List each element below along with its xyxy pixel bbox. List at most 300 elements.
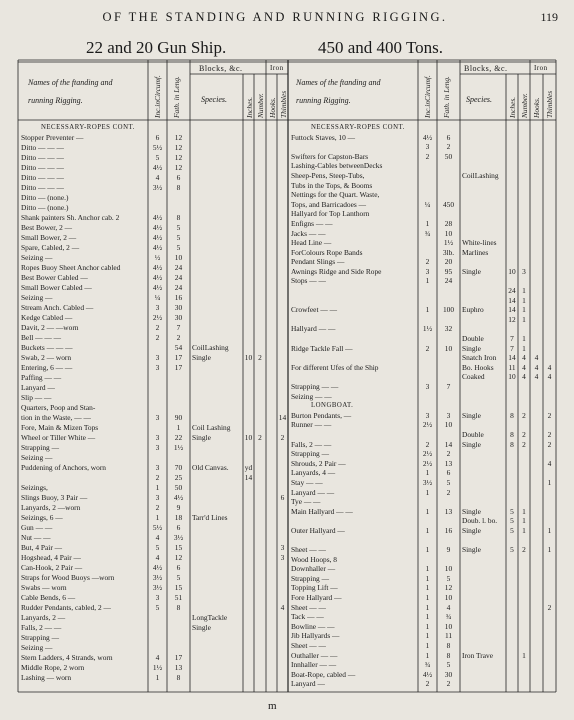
iron-header-right: Iron — [534, 64, 548, 72]
row-name: Seizing — — [21, 644, 53, 652]
row-name: Straps for Wood Buoys —worn — [21, 574, 115, 582]
number-header-right: Number. — [520, 93, 529, 118]
row-circumference: 4 — [155, 533, 160, 542]
row-fathoms: 8 — [446, 650, 451, 660]
row-name: Lanyard — — — [291, 488, 335, 497]
row-name: Puddening of Anchors, worn — [21, 464, 106, 472]
row-fathoms: 17 — [174, 353, 183, 362]
row-circumference: 3½ — [152, 583, 163, 592]
circumf-header-right: Inc.inCircumf. — [423, 75, 432, 118]
names-header-line1: Names of the ftanding and — [28, 78, 113, 87]
row-fathoms: 10 — [444, 564, 453, 574]
row-circumference: 5 — [155, 153, 160, 162]
row-thimbles: 1 — [547, 525, 552, 535]
row-name: Futtock Staves, 10 — — [291, 133, 356, 142]
row-name: Ditto — — — — [21, 154, 64, 162]
row-circumference: 2 — [425, 679, 430, 689]
row-fathoms: 100 — [442, 305, 455, 315]
row-species: Old Canvas. — [192, 464, 229, 472]
row-number: 1 — [522, 343, 526, 353]
row-fathoms: 12 — [174, 553, 183, 562]
row-name: Lanyards, 2 — — [21, 614, 66, 622]
row-name: Boat-Rope, cabled — — [291, 670, 356, 679]
row-circumference: 3 — [155, 353, 160, 362]
row-inches: 7 — [510, 343, 514, 353]
row-inches: 14 — [508, 295, 516, 305]
number-header: Number. — [256, 93, 265, 118]
row-name: Awnings Ridge and Side Rope — [291, 267, 382, 276]
row-name: Gun — — — [21, 524, 53, 532]
row-circumference: 1 — [425, 468, 430, 478]
row-circumference: 4½ — [152, 243, 163, 252]
row-number: 3 — [522, 266, 526, 276]
row-fathoms: 2 — [176, 333, 181, 342]
row-fathoms: 50 — [174, 483, 183, 492]
row-circumference: 1 — [425, 612, 430, 622]
row-name: Ditto — (none.) — [21, 204, 69, 212]
row-name: Topping Lift — — [291, 584, 338, 593]
row-inches: 24 — [508, 286, 516, 296]
row-species: Single — [462, 546, 481, 555]
thimbles-header-right: Thimbles — [545, 90, 554, 118]
row-circumference: 3 — [155, 363, 160, 372]
row-circumference: ¾ — [424, 660, 431, 670]
row-name: Seizing — — [21, 294, 53, 302]
row-number: 1 — [522, 305, 526, 315]
row-name: Buckets — — — — [21, 344, 73, 352]
row-species: Coaked — [462, 373, 485, 382]
row-name: Middle Rope, 2 worn — [21, 664, 85, 672]
row-name: Ropes Buoy Sheet Anchor cabled — [21, 264, 121, 272]
row-name: Sheet — — — [291, 546, 326, 555]
row-circumference: 1 — [425, 276, 430, 286]
row-name: Fore, Main & Mizen Tops — [21, 424, 99, 432]
hooks-header: Hooks. — [268, 97, 277, 118]
row-fathoms: 24 — [174, 263, 183, 272]
row-fathoms: 15 — [174, 543, 183, 552]
row-circumference: 3 — [155, 443, 160, 452]
row-name: Strapping — — — [291, 383, 339, 392]
row-fathoms: 6 — [446, 468, 451, 478]
row-name: Sheet — — — [291, 603, 326, 612]
row-hooks: 4 — [534, 362, 539, 372]
row-circumference: 6 — [155, 133, 160, 142]
names-header-line2-right: running Rigging. — [296, 96, 351, 105]
row-species: Single — [192, 434, 211, 442]
row-fathoms: 51 — [174, 593, 183, 602]
row-number: 2 — [522, 429, 526, 439]
row-name: Paffing — — — [21, 374, 62, 382]
row-fathoms: 18 — [174, 513, 183, 522]
row-name: ForColours Rope Bands — [291, 248, 363, 257]
row-circumference: 4 — [155, 173, 160, 182]
row-circumference: ¼ — [424, 199, 431, 209]
row-circumference: 1 — [425, 583, 430, 593]
row-circumference: 1 — [425, 650, 430, 660]
row-name: Cable Bends, 6 — — [21, 594, 76, 602]
row-circumference: 4½ — [422, 132, 433, 142]
row-fathoms: 16 — [444, 525, 453, 535]
row-fathoms: 6 — [176, 523, 181, 532]
row-fathoms: 3½ — [173, 533, 184, 542]
row-name: Lanyard — — [291, 680, 325, 689]
row-circumference: ¾ — [424, 228, 431, 238]
row-name: Strapping — — [291, 450, 329, 459]
row-circumference: 4½ — [152, 273, 163, 282]
row-fathoms: 12 — [174, 133, 183, 142]
row-circumference: 1 — [425, 631, 430, 641]
row-fathoms: 95 — [444, 266, 453, 276]
row-circumference: 2 — [155, 333, 160, 342]
row-name: Bell — — — — [21, 334, 62, 342]
row-species: CoilLashing — [462, 171, 499, 180]
row-name: But, 4 Pair — — [21, 544, 63, 552]
row-circumference: 2½ — [422, 458, 433, 468]
row-fathoms: 5 — [446, 573, 451, 583]
row-fathoms: 12 — [174, 153, 183, 162]
row-name: Tops, and Barricadoes — — [291, 200, 367, 209]
row-species: Double — [462, 430, 484, 439]
row-name: Entering, 6 — — — [21, 364, 73, 372]
row-name: Sheet — — — [291, 642, 326, 651]
row-name: Seizings, 6 — — [21, 514, 63, 522]
row-species: Single — [462, 440, 481, 449]
row-species: Single — [462, 267, 481, 276]
footer-mark: m — [268, 700, 277, 712]
row-circumference: 3 — [155, 433, 160, 442]
row-name: Enfigns — — — [291, 219, 333, 228]
row-species: Single — [192, 624, 211, 632]
row-circumference: 5½ — [152, 143, 163, 152]
row-circumference: 1 — [425, 573, 430, 583]
row-name: Innhaller — — — [291, 661, 337, 670]
species-header-right: Species. — [466, 95, 492, 104]
row-name: Seizing — — [21, 254, 53, 262]
row-name: NECESSARY-ROPES CONT. — [311, 124, 405, 131]
row-fathoms: 9 — [446, 545, 451, 555]
row-circumference: 3½ — [152, 573, 163, 582]
row-thimbles: 3 — [280, 543, 285, 552]
row-name: Falls, 2 — — — [21, 624, 62, 632]
row-circumference: 1 — [425, 593, 430, 603]
row-name: Jacks — — — [291, 229, 326, 238]
row-name: Stream Anch. Cabled — — [21, 304, 94, 312]
row-number: 1 — [522, 506, 526, 516]
row-circumference: 3½ — [422, 477, 433, 487]
row-circumference: 3 — [155, 593, 160, 602]
row-name: Shrouds, 2 Pair — — [291, 459, 346, 468]
row-fathoms: 12 — [174, 163, 183, 172]
row-name: Seizing — — [21, 454, 53, 462]
row-circumference: 2 — [425, 151, 430, 161]
circumf-header: Inc.inCircumf. — [153, 75, 162, 118]
blocks-header-right: Blocks, &c. — [464, 64, 508, 73]
row-species: Snatch Iron — [462, 354, 497, 363]
row-circumference: 4½ — [152, 563, 163, 572]
row-circumference: 2 — [155, 323, 160, 332]
row-name: Ditto — — — — [21, 164, 64, 172]
row-fathoms: 5 — [176, 223, 181, 232]
row-thimbles: 4 — [280, 603, 285, 612]
row-species: CoilLashing — [192, 344, 229, 352]
row-circumference: 4½ — [152, 223, 163, 232]
row-number: 4 — [522, 372, 526, 382]
row-name: For different Ufes of the Ship — [291, 363, 379, 372]
row-circumference: 5 — [155, 543, 160, 552]
row-name: Swifters for Capston-Bars — [291, 152, 369, 161]
row-circumference: 1 — [425, 487, 430, 497]
fath-header: Fath. in Leng. — [172, 76, 181, 118]
iron-header: Iron — [270, 64, 284, 72]
row-name: Strapping — — [21, 634, 59, 642]
row-fathoms: 1 — [176, 423, 181, 432]
row-fathoms: 8 — [176, 673, 181, 682]
row-fathoms: 13 — [444, 506, 453, 516]
row-name: Slip — — — [21, 394, 52, 402]
row-inches: 10 — [508, 372, 516, 382]
row-circumference: ¼ — [154, 293, 161, 302]
row-name: Swabs — worn — [21, 584, 67, 592]
row-number: 2 — [522, 410, 526, 420]
row-fathoms: 30 — [174, 313, 183, 322]
row-circumference: 1 — [425, 621, 430, 631]
row-circumference: 2 — [155, 503, 160, 512]
fath-header-right: Fath. in Leng. — [442, 76, 451, 118]
row-circumference: 4 — [155, 553, 160, 562]
row-name: Ditto — — — — [21, 184, 64, 192]
row-fathoms: 5 — [176, 573, 181, 582]
row-name: Runner — — — [291, 421, 332, 430]
row-species: Marlines — [462, 248, 489, 257]
row-name: Small Bower, 2 — — [21, 234, 77, 242]
row-name: Quarters, Poop and Stan- — [21, 404, 96, 412]
row-name: Outhaller — — — [291, 651, 338, 660]
row-thimbles: 6 — [280, 493, 285, 502]
row-number: 4 — [522, 362, 526, 372]
row-name: Swab, 2 — worn — [21, 354, 72, 362]
row-fathoms: 2 — [446, 142, 451, 152]
row-number: 1 — [522, 286, 526, 296]
row-fathoms: 4 — [446, 602, 451, 612]
row-circumference: 1 — [155, 483, 160, 492]
row-fathoms: 5 — [446, 660, 451, 670]
row-thimbles: 2 — [280, 433, 285, 442]
row-circumference: 1 — [155, 513, 160, 522]
row-fathoms: 6 — [176, 173, 181, 182]
row-name: Burton Pendants, — — [291, 411, 352, 420]
row-number: 1 — [522, 650, 526, 660]
row-name: Ditto — — — — [21, 174, 64, 182]
row-name: Ditto — (none.) — [21, 194, 69, 202]
row-inches: yd — [244, 463, 253, 472]
row-circumference: 4 — [155, 653, 160, 662]
row-name: Small Bower Cabled — — [21, 284, 92, 292]
row-inches: 5 — [510, 516, 514, 526]
row-fathoms: 14 — [444, 439, 453, 449]
row-species: LongTackle — [192, 614, 228, 622]
row-name: Main Hallyard — — — [291, 507, 353, 516]
row-circumference: 1½ — [422, 324, 433, 334]
row-name: Lashing — worn — [21, 674, 72, 682]
row-name: Tack — — — [291, 613, 324, 622]
row-circumference: 1 — [425, 602, 430, 612]
row-species: Tarr'd Lines — [192, 514, 228, 522]
row-name: Bowline — — — [291, 622, 335, 631]
row-inches: 8 — [510, 410, 514, 420]
row-name: Shank painters Sh. Anchor cab. 2 — [21, 214, 120, 222]
row-fathoms: 28 — [444, 218, 453, 228]
row-fathoms: 15 — [174, 583, 183, 592]
row-fathoms: 10 — [444, 621, 453, 631]
row-thimbles: 2 — [547, 439, 552, 449]
row-fathoms: 2 — [446, 487, 451, 497]
row-thimbles: 4 — [547, 362, 552, 372]
row-number: 1 — [522, 295, 526, 305]
row-fathoms: 12 — [174, 143, 183, 152]
row-fathoms: 6 — [176, 563, 181, 572]
row-thimbles: 14 — [278, 413, 287, 422]
row-fathoms: 50 — [444, 151, 453, 161]
row-fathoms: 70 — [174, 463, 183, 472]
row-thimbles: 3 — [280, 553, 285, 562]
row-number: 1 — [522, 516, 526, 526]
row-fathoms: 54 — [174, 343, 183, 352]
row-number: 1 — [522, 334, 526, 344]
row-fathoms: 11 — [444, 631, 453, 641]
row-circumference: 1 — [425, 305, 430, 315]
row-name: Crowfeet — — — [291, 306, 337, 315]
row-circumference: 1 — [425, 545, 430, 555]
row-name: Jib Hallyards — — [291, 632, 340, 641]
row-circumference: 3 — [155, 413, 160, 422]
row-inches: 10 — [508, 266, 516, 276]
row-fathoms: 8 — [446, 641, 451, 651]
row-circumference: 2½ — [422, 420, 433, 430]
row-circumference: 4½ — [152, 263, 163, 272]
row-circumference: 3 — [155, 493, 160, 502]
row-name: Wheel or Tiller White — — [21, 434, 96, 442]
row-name: LONGBOAT. — [311, 402, 354, 410]
row-name: Davit, 2 — —worn — [21, 324, 79, 332]
row-fathoms: 2 — [446, 679, 451, 689]
row-circumference: 2 — [425, 343, 430, 353]
row-fathoms: 10 — [444, 228, 453, 238]
row-circumference: 1 — [425, 564, 430, 574]
row-fathoms: 1½ — [443, 238, 454, 248]
row-fathoms: 32 — [444, 324, 453, 334]
row-species: Single — [462, 344, 481, 353]
row-thimbles: 1 — [547, 477, 552, 487]
row-fathoms: 10 — [444, 593, 453, 603]
row-inches: 10 — [244, 433, 253, 442]
row-species: Single — [462, 507, 481, 516]
row-circumference: 3½ — [152, 183, 163, 192]
row-circumference: 1 — [425, 218, 430, 228]
row-name: Ridge Tackle Fall — — [291, 344, 353, 353]
row-fathoms: 13 — [174, 663, 183, 672]
row-thimbles: 4 — [547, 372, 552, 382]
row-circumference: 3 — [425, 266, 430, 276]
row-species: Iron Trave — [462, 651, 493, 660]
row-fathoms: 7 — [176, 323, 181, 332]
row-circumference: 2 — [155, 473, 160, 482]
row-circumference: 4½ — [152, 213, 163, 222]
row-name: Tubs in the Tops, & Booms — [291, 181, 373, 190]
row-fathoms: 3lb. — [442, 247, 455, 257]
row-fathoms: 9 — [176, 503, 181, 512]
row-name: Tye — — — [291, 498, 321, 507]
row-name: Strapping — — [21, 444, 59, 452]
row-fathoms: 7 — [446, 382, 451, 392]
row-fathoms: 10 — [444, 420, 453, 430]
row-fathoms: 10 — [174, 253, 183, 262]
row-circumference: 4½ — [422, 669, 433, 679]
row-name: Sheep-Pens, Steep-Tubs, — [291, 171, 365, 180]
row-name: Nettings for the Quart. Waste, — [291, 191, 380, 200]
row-circumference: 1½ — [152, 663, 163, 672]
row-species: Euphro — [462, 306, 484, 315]
row-fathoms: 5 — [446, 477, 451, 487]
row-name: Wood Hoops, 8 — [291, 555, 338, 564]
row-fathoms: 450 — [442, 199, 455, 209]
row-circumference: 4½ — [152, 233, 163, 242]
row-circumference: 3 — [425, 410, 430, 420]
row-name: Kedge Cabled — — [21, 314, 73, 322]
row-inches: 8 — [510, 439, 514, 449]
row-species: White-lines — [462, 239, 497, 248]
row-number: 2 — [258, 433, 262, 442]
row-fathoms: 6 — [446, 132, 451, 142]
page-number: 119 — [540, 10, 558, 24]
row-fathoms: 24 — [174, 283, 183, 292]
row-hooks: 4 — [534, 353, 539, 363]
row-name: Lanyard — — [21, 384, 55, 392]
row-name: Pendant Slings — — [291, 258, 345, 267]
row-fathoms: 13 — [444, 458, 453, 468]
row-fathoms: 17 — [174, 653, 183, 662]
row-fathoms: 24 — [174, 273, 183, 282]
row-inches: 11 — [508, 362, 516, 372]
row-name: tion in the Waste, — — — [21, 414, 91, 422]
species-header: Species. — [201, 95, 227, 104]
inches-header: Inches. — [245, 96, 254, 118]
names-header-line2: running Rigging. — [28, 96, 83, 105]
row-fathoms: 5 — [176, 233, 181, 242]
row-thimbles: 1 — [547, 545, 552, 555]
row-thimbles: 4 — [547, 458, 552, 468]
running-title: OF THE STANDING AND RUNNING RIGGING. — [102, 10, 448, 24]
row-number: 2 — [522, 439, 526, 449]
row-fathoms: 4½ — [173, 493, 184, 502]
row-name: Downhaller — — [291, 565, 336, 574]
row-fathoms: 90 — [174, 413, 183, 422]
row-name: Hallyard — — — [291, 325, 336, 334]
row-fathoms: 30 — [174, 303, 183, 312]
row-name: Hallyard for Top Lanthorn — [291, 210, 370, 219]
blocks-header: Blocks, &c. — [199, 64, 243, 73]
row-inches: 14 — [508, 353, 516, 363]
row-circumference: 2½ — [152, 313, 163, 322]
row-circumference: 1 — [155, 673, 160, 682]
row-inches: 5 — [510, 525, 514, 535]
row-name: Best Bower, 2 — — [21, 224, 73, 232]
row-name: Slings Buoy, 3 Pair — — [21, 494, 88, 502]
row-name: Strapping — — [291, 574, 329, 583]
row-circumference: 1 — [425, 506, 430, 516]
row-name: Stops — — — [291, 277, 326, 286]
row-inches: 5 — [510, 545, 514, 555]
row-number: 2 — [522, 545, 526, 555]
